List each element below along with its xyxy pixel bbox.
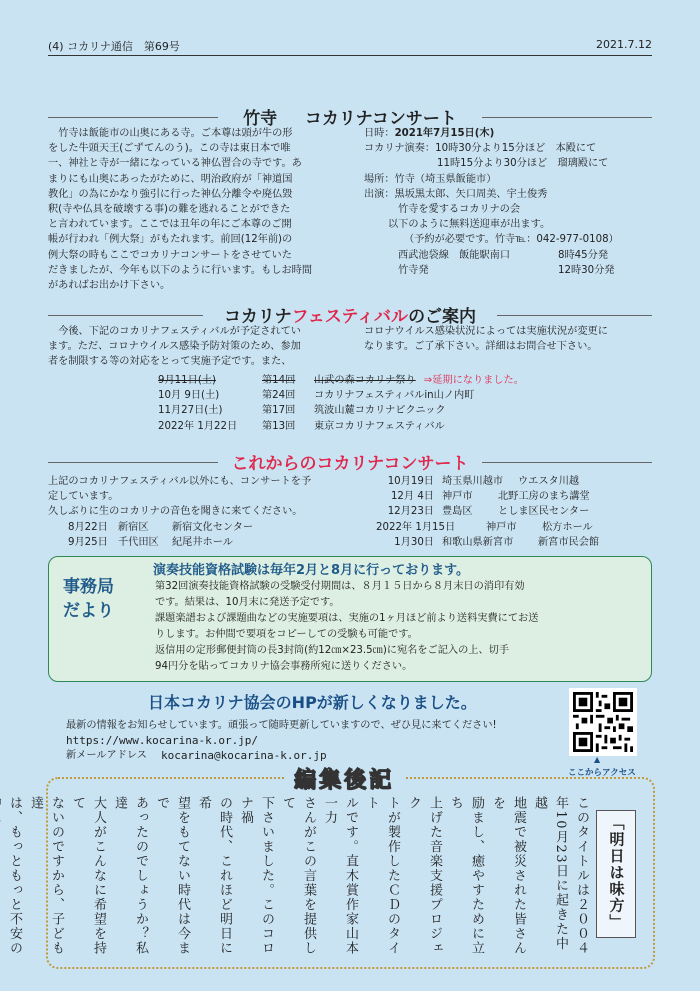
takedera-description — [48, 126, 370, 293]
festival-title-c: のご案内 — [408, 307, 477, 327]
performance-2: 11時15分より30分ほど 瑠璃殿にて — [437, 158, 609, 170]
festival-intro-right — [364, 324, 664, 354]
qr-code-icon — [573, 692, 633, 752]
festival-row: 2022年 1月22日 第13回 東京コカリナフェスティバル — [158, 420, 445, 432]
concert-row: 10月19日 埼玉県川越市 ウエスタ川越 — [387, 476, 580, 487]
text-line: 者を制限する等の対応をとって実施予定です。また、 — [48, 356, 292, 368]
concerts-left-list — [68, 520, 253, 550]
text-line: 定しています。 — [48, 491, 119, 503]
text-line: 課題楽譜および課題曲などの実施要項は、実施の1ヶ月ほど前より送料実費にてお送 — [155, 613, 539, 624]
event-place: 場所：竹寺（埼玉県飯能市） — [364, 173, 497, 185]
book-title: 「明日は味方」 — [607, 815, 626, 931]
text-line: 教化」の為にかなり強引に行った神仏分離令や廃仏毀 — [48, 188, 293, 200]
text-line: りします。お仲間で要項をコピーしての受験も可能です。 — [155, 629, 418, 640]
concert-row: 12月 4日 神戸市 北野工房のまち講堂 — [390, 491, 590, 503]
shuttle-row-2: 竹寺発 12時30分発 — [398, 264, 615, 276]
festival-list — [158, 373, 678, 434]
concert-row: 9月25日 千代田区 紀尾井ホール — [68, 537, 233, 549]
concerts-title-b: コカリナコンサート — [316, 454, 469, 474]
hp-mail: 新メールアドレス kocarina@kocarina-k.or.jp — [66, 749, 327, 763]
performer-group: 竹寺を愛するコカリナの会 — [398, 204, 521, 216]
arrow-up-icon: ▲ — [594, 755, 601, 764]
column-text: このタイトルは２００４ — [574, 796, 589, 956]
festival-row: 11月27日(土) 第17回 筑波山麓コカリナピクニック — [158, 405, 446, 417]
column-text: は、もっともっと不安の — [7, 796, 22, 956]
hp-mail-address[interactable]: kocarina@kocarina-k.or.jp — [161, 749, 327, 763]
shuttle-row-1: 西武池袋線 飯能駅南口 8時45分発 — [398, 249, 609, 261]
column-text: トが製作したＣＤのタイト — [364, 796, 400, 956]
office-news-box — [48, 556, 652, 682]
hp-url[interactable]: https://www.kocarina-k.or.jp/ — [66, 734, 259, 748]
hp-line: 最新の情報をお知らせしています。頑張って随時更新していますので、ぜひ見に来てください! — [66, 720, 497, 731]
postponed-note: ⇒延期になりました。 — [423, 375, 524, 386]
column-text: 上げた音楽支援プロジェク — [406, 796, 442, 956]
performers: 出演：黒坂黒太郎、矢口周美、宇土俊秀 — [364, 188, 548, 200]
text-line: 今後、下記のコカリナフェスティバルが予定されてい — [58, 326, 301, 337]
column-text: 地震で被災された皆さんを — [490, 796, 526, 956]
concert-row: 8月22日 新宿区 新宿文化センター — [68, 522, 254, 533]
text-line: だきましたが、今年も以下のように行います。もしお時間 — [48, 264, 313, 276]
takedera-title-temple: 竹寺 — [243, 109, 278, 129]
text-line: 94円分を貼ってコカリナ協会事務所宛に送りください。 — [155, 661, 413, 672]
text-line: 一、神社と寺が一緒になっている神仏習合の寺です。あ — [48, 158, 302, 170]
concert-row: 2022年 1月15日 神戸市 松方ホール — [376, 521, 593, 533]
festival-title-a: コカリナ — [223, 307, 292, 327]
concerts-intro — [48, 474, 368, 520]
exam-banner: 演奏技能資格試験は毎年2月と8月に行っております。 — [153, 563, 470, 578]
concert-row: 1月30日 和歌山県新宮市 新宮市民会館 — [394, 536, 600, 548]
newsletter-issue: (4) コカリナ通信 第69号 — [48, 40, 180, 53]
column-text: さんがこの言葉を提供して — [280, 796, 316, 956]
performance-1: コカリナ演奏：10時30分より15分ほど 本殿にて — [364, 143, 597, 155]
column-text: ないのですから、子ども達 — [28, 796, 64, 956]
takedera-title-concert: コカリナコンサート — [304, 109, 457, 129]
column-text: 望をもてない時代は今まで — [154, 796, 190, 956]
column-text: ルです。直木賞作家山本一力 — [322, 796, 358, 956]
column-text: あったのでしょうか？私達 — [112, 796, 148, 956]
reservation-note: （予約が必要です。竹寺℡：042-977-0108） — [404, 234, 619, 246]
text-line: 上記のコカリナフェスティバル以外にも、コンサートを予 — [48, 476, 312, 487]
issue-date: 2021.7.12 — [596, 38, 652, 51]
text-line: 返信用の定形郵便封筒の長3封筒(約12㎝×23.5㎝)に宛名をご記入の上、切手 — [155, 645, 510, 656]
festival-row: 9月11日(土) 第14回 山武の森コカリナ祭り ⇒延期になりました。 — [158, 373, 678, 388]
exam-details — [155, 579, 645, 675]
office-news-label: 事務局 だより — [63, 577, 114, 621]
takedera-details — [364, 126, 664, 278]
text-line: と言われています。ここでは丑年の年にご本尊のご開 — [48, 219, 292, 231]
shuttle-note: 以下のように無料送迎車が出ます。 — [388, 219, 551, 231]
text-line: 例大祭の時もここでコカリナコンサートをさせていた — [48, 249, 292, 261]
concerts-right-list — [376, 474, 599, 550]
text-line: 帳が行われ「例大祭」がもたれます。前回(12年前)の — [48, 234, 293, 246]
festival-title-b: フェスティバル — [291, 307, 409, 327]
editor-postscript-title: 編集後記 — [284, 763, 404, 794]
qr-caption: ここからアクセス — [568, 768, 636, 778]
text-line: 釈(寺や仏具を破壊する事)の難を逃れることができた — [48, 204, 291, 216]
hp-announcement-title: 日本コカリナ協会のHPが新しくなりました。 — [148, 693, 477, 712]
column-text: 励まし、癒やすために立ち — [448, 796, 484, 956]
text-line: 第32回演奏技能資格試験の受験受付期間は、８月１５日から８月末日の消印有効 — [155, 581, 525, 592]
text-line: 竹寺は飯能市の山奥にある寺。ご本尊は頭が牛の形 — [58, 128, 293, 139]
header-divider — [48, 55, 652, 56]
column-text: の時代、これほど明日に希 — [196, 796, 232, 956]
event-date: 日時：2021年7月15日(木) — [364, 128, 495, 139]
text-line: をした牛頭天王(ごずてんのう)。この寺は東日本で唯 — [48, 143, 291, 155]
text-line: コロナウイルス感染状況によっては実施状況が変更に — [364, 326, 608, 337]
text-line: があればお出かけ下さい。 — [48, 280, 171, 292]
text-line: 久しぶりに生のコカリナの音色を聞きに来てください。 — [48, 506, 303, 518]
text-line: です。結果は、10月末に発送予定です。 — [155, 597, 340, 608]
column-text: 大人がこんなに希望を持て — [70, 796, 106, 956]
text-line: ます。ただ、コロナウイルス感染予防対策のため、参加 — [48, 341, 301, 353]
qr-code[interactable] — [569, 688, 637, 756]
column-text: 下さいました。このコロナ禍 — [238, 796, 274, 956]
editor-columns — [7, 796, 592, 958]
hp-announcement-body — [66, 718, 566, 764]
concerts-heading — [0, 449, 700, 474]
festival-row: 10月 9日(土) 第24回 コカリナフェスティバルin山ノ内町 — [158, 390, 475, 402]
festival-intro-left — [48, 324, 366, 370]
text-line: まりにも山奥にあったがために、明治政府が「神道国 — [48, 173, 293, 185]
column-text: 年10月23日に起きた中越 — [532, 796, 568, 952]
book-title-box — [596, 810, 636, 938]
concerts-title-a: これからの — [231, 454, 317, 474]
text-line: なります。ご了承下さい。詳細はお問合せ下さい。 — [364, 341, 598, 353]
concert-row: 12月23日 豊島区 としま区民センター — [387, 506, 590, 518]
